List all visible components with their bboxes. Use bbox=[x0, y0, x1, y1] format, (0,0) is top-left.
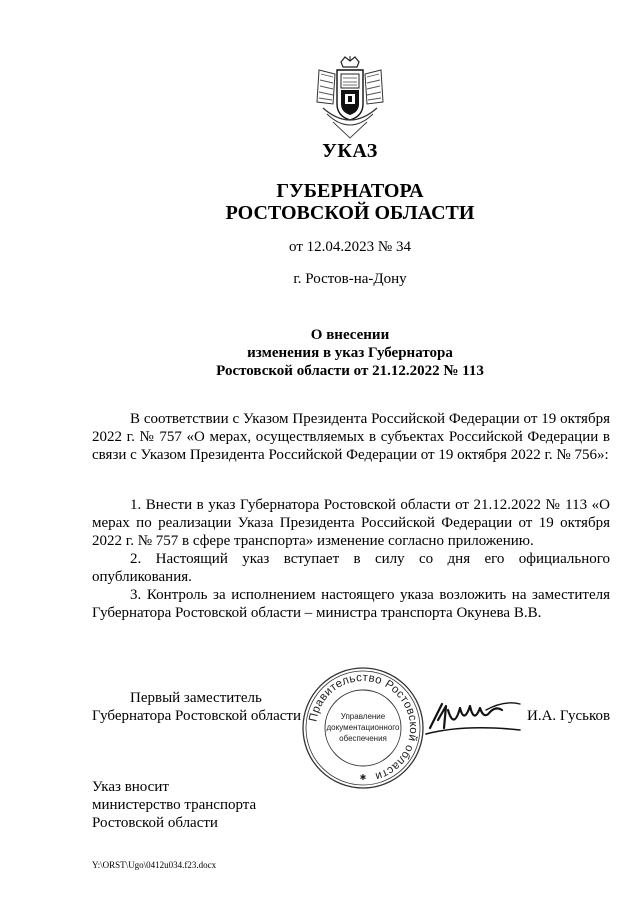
stamp-ring-text: Правительство Ростовской области bbox=[307, 671, 420, 783]
signatory-name: И.А. Гуськов bbox=[527, 708, 611, 724]
subject-line: Ростовской области от 21.12.2022 № 113 bbox=[216, 363, 484, 379]
file-path-footer: Y:\ORST\Ugo\0412u034.f23.docx bbox=[92, 860, 217, 870]
introduced-by-line: Ростовской области bbox=[92, 815, 218, 831]
subject-line: О внесении bbox=[310, 327, 390, 343]
document-place: г. Ростов-на-Дону bbox=[293, 271, 407, 287]
stamp-center-line: обеспечения bbox=[339, 734, 387, 743]
official-stamp bbox=[298, 663, 428, 793]
preamble-paragraph: В соответствии с Указом Президента Российской Федерации от 19 октября 2022 г. № 757 «О мерах, осуществляемых в субъектах Российской Федерации в связи с Указом Президента Российской Федерации от 19 октября 2022 г. № 756»: bbox=[92, 411, 610, 463]
coat-of-arms-emblem bbox=[313, 56, 387, 140]
document-date-number: от 12.04.2023 № 34 bbox=[289, 239, 411, 255]
authority-line: ГУБЕРНАТОРА bbox=[276, 180, 424, 202]
document-subject bbox=[0, 326, 640, 380]
decree-items bbox=[92, 496, 610, 622]
issuing-authority bbox=[0, 180, 640, 224]
stamp-center-line: Управление bbox=[340, 712, 386, 721]
star-icon: ✱ bbox=[359, 773, 367, 782]
decree-item: 3. Контроль за исполнением настоящего указа возложить на заместителя Губернатора Ростовской области – министра транспорта Окунева В.В. bbox=[92, 587, 610, 621]
document-type-title: УКАЗ bbox=[322, 140, 378, 162]
introduced-by-block bbox=[92, 778, 256, 832]
signatory-position-line: Первый заместитель bbox=[130, 690, 262, 706]
authority-line: РОСТОВСКОЙ ОБЛАСТИ bbox=[225, 202, 475, 224]
decree-item: 1. Внести в указ Губернатора Ростовской области от 21.12.2022 № 113 «О мерах по реализации Указа Президента Российской Федерации от 19 октября 2022 г. № 757 в сфере транспорта» изменение согласно приложению. bbox=[92, 497, 610, 549]
introduced-by-line: министерство транспорта bbox=[92, 797, 257, 813]
signatory-position-line: Губернатора Ростовской области bbox=[92, 708, 302, 724]
handwritten-signature bbox=[424, 690, 524, 740]
stamp-center-line: документационного bbox=[326, 723, 400, 732]
decree-item: 2. Настоящий указ вступает в силу со дня его официального опубликования. bbox=[92, 551, 610, 585]
subject-line: изменения в указ Губернатора bbox=[247, 345, 453, 361]
introduced-by-line: Указ вносит bbox=[92, 779, 169, 795]
